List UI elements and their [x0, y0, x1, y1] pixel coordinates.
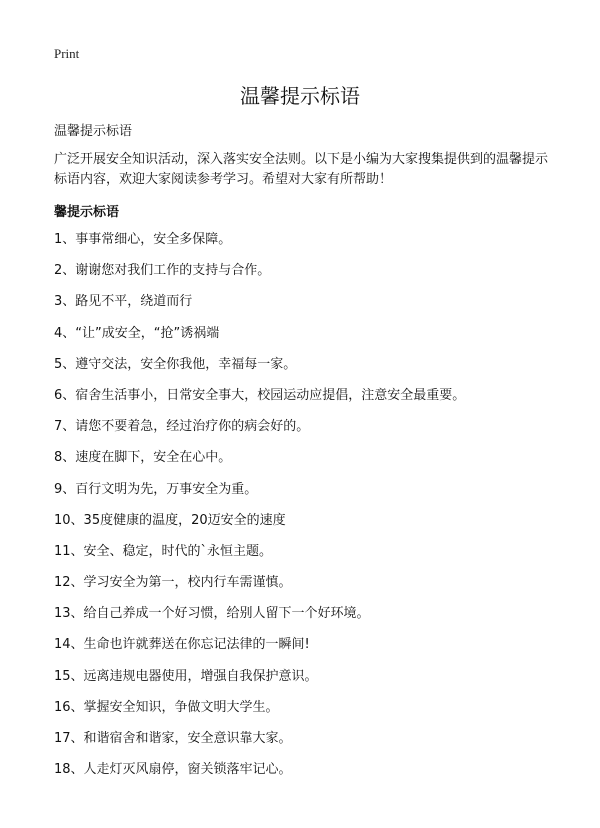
list-item: 12、学习安全为第一，校内行车需谨慎。	[54, 575, 292, 591]
slogan-list	[54, 231, 574, 792]
list-item: 6、宿舍生活事小，日常安全事大，校园运动应提倡，注意安全最重要。	[54, 387, 466, 403]
list-item: 18、人走灯灭风扇停，窗关锁落牢记心。	[54, 762, 292, 778]
list-item: 17、和谐宿舍和谐家，安全意识靠大家。	[54, 731, 292, 746]
list-item: 16、掌握安全知识，争做文明大学生。	[54, 699, 279, 715]
intro-paragraph: 广泛开展安全知识活动，深入落实安全法则。以下是小编为大家搜集提供到的温馨提示标语内容，欢迎大家阅读参考学习。希望对大家有所帮助！	[54, 152, 549, 187]
list-item: 5、遵守交法，安全你我他，幸福每一家。	[54, 356, 297, 372]
list-item: 4、“让”成安全，“抢”诱祸端	[54, 325, 220, 341]
list-item: 8、速度在脚下，安全在心中。	[54, 450, 232, 466]
list-item: 10、35度健康的温度，20迈安全的速度	[54, 512, 286, 528]
list-item: 2、谢谢您对我们工作的支持与合作。	[54, 263, 271, 279]
page-title: 温馨提示标语	[240, 84, 360, 108]
list-item: 9、百行文明为先，万事安全为重。	[54, 481, 258, 497]
print-link[interactable]: Print	[54, 46, 80, 61]
list-item: 7、请您不要着急，经过治疗你的病会好的。	[54, 419, 310, 435]
list-item: 15、远离违规电器使用，增强自我保护意识。	[54, 668, 318, 684]
list-item: 13、给自己养成一个好习惯，给别人留下一个好环境。	[54, 606, 370, 622]
list-item: 1、事事常细心，安全多保障。	[54, 232, 232, 247]
section-heading: 馨提示标语	[54, 205, 120, 220]
list-item: 3、路见不平，绕道而行	[54, 294, 193, 310]
list-item: 14、生命也许就葬送在你忘记法律的一瞬间!	[54, 637, 310, 653]
subtitle: 温馨提示标语	[54, 124, 133, 139]
list-item: 11、安全、稳定，时代的`永恒主题。	[54, 543, 273, 559]
